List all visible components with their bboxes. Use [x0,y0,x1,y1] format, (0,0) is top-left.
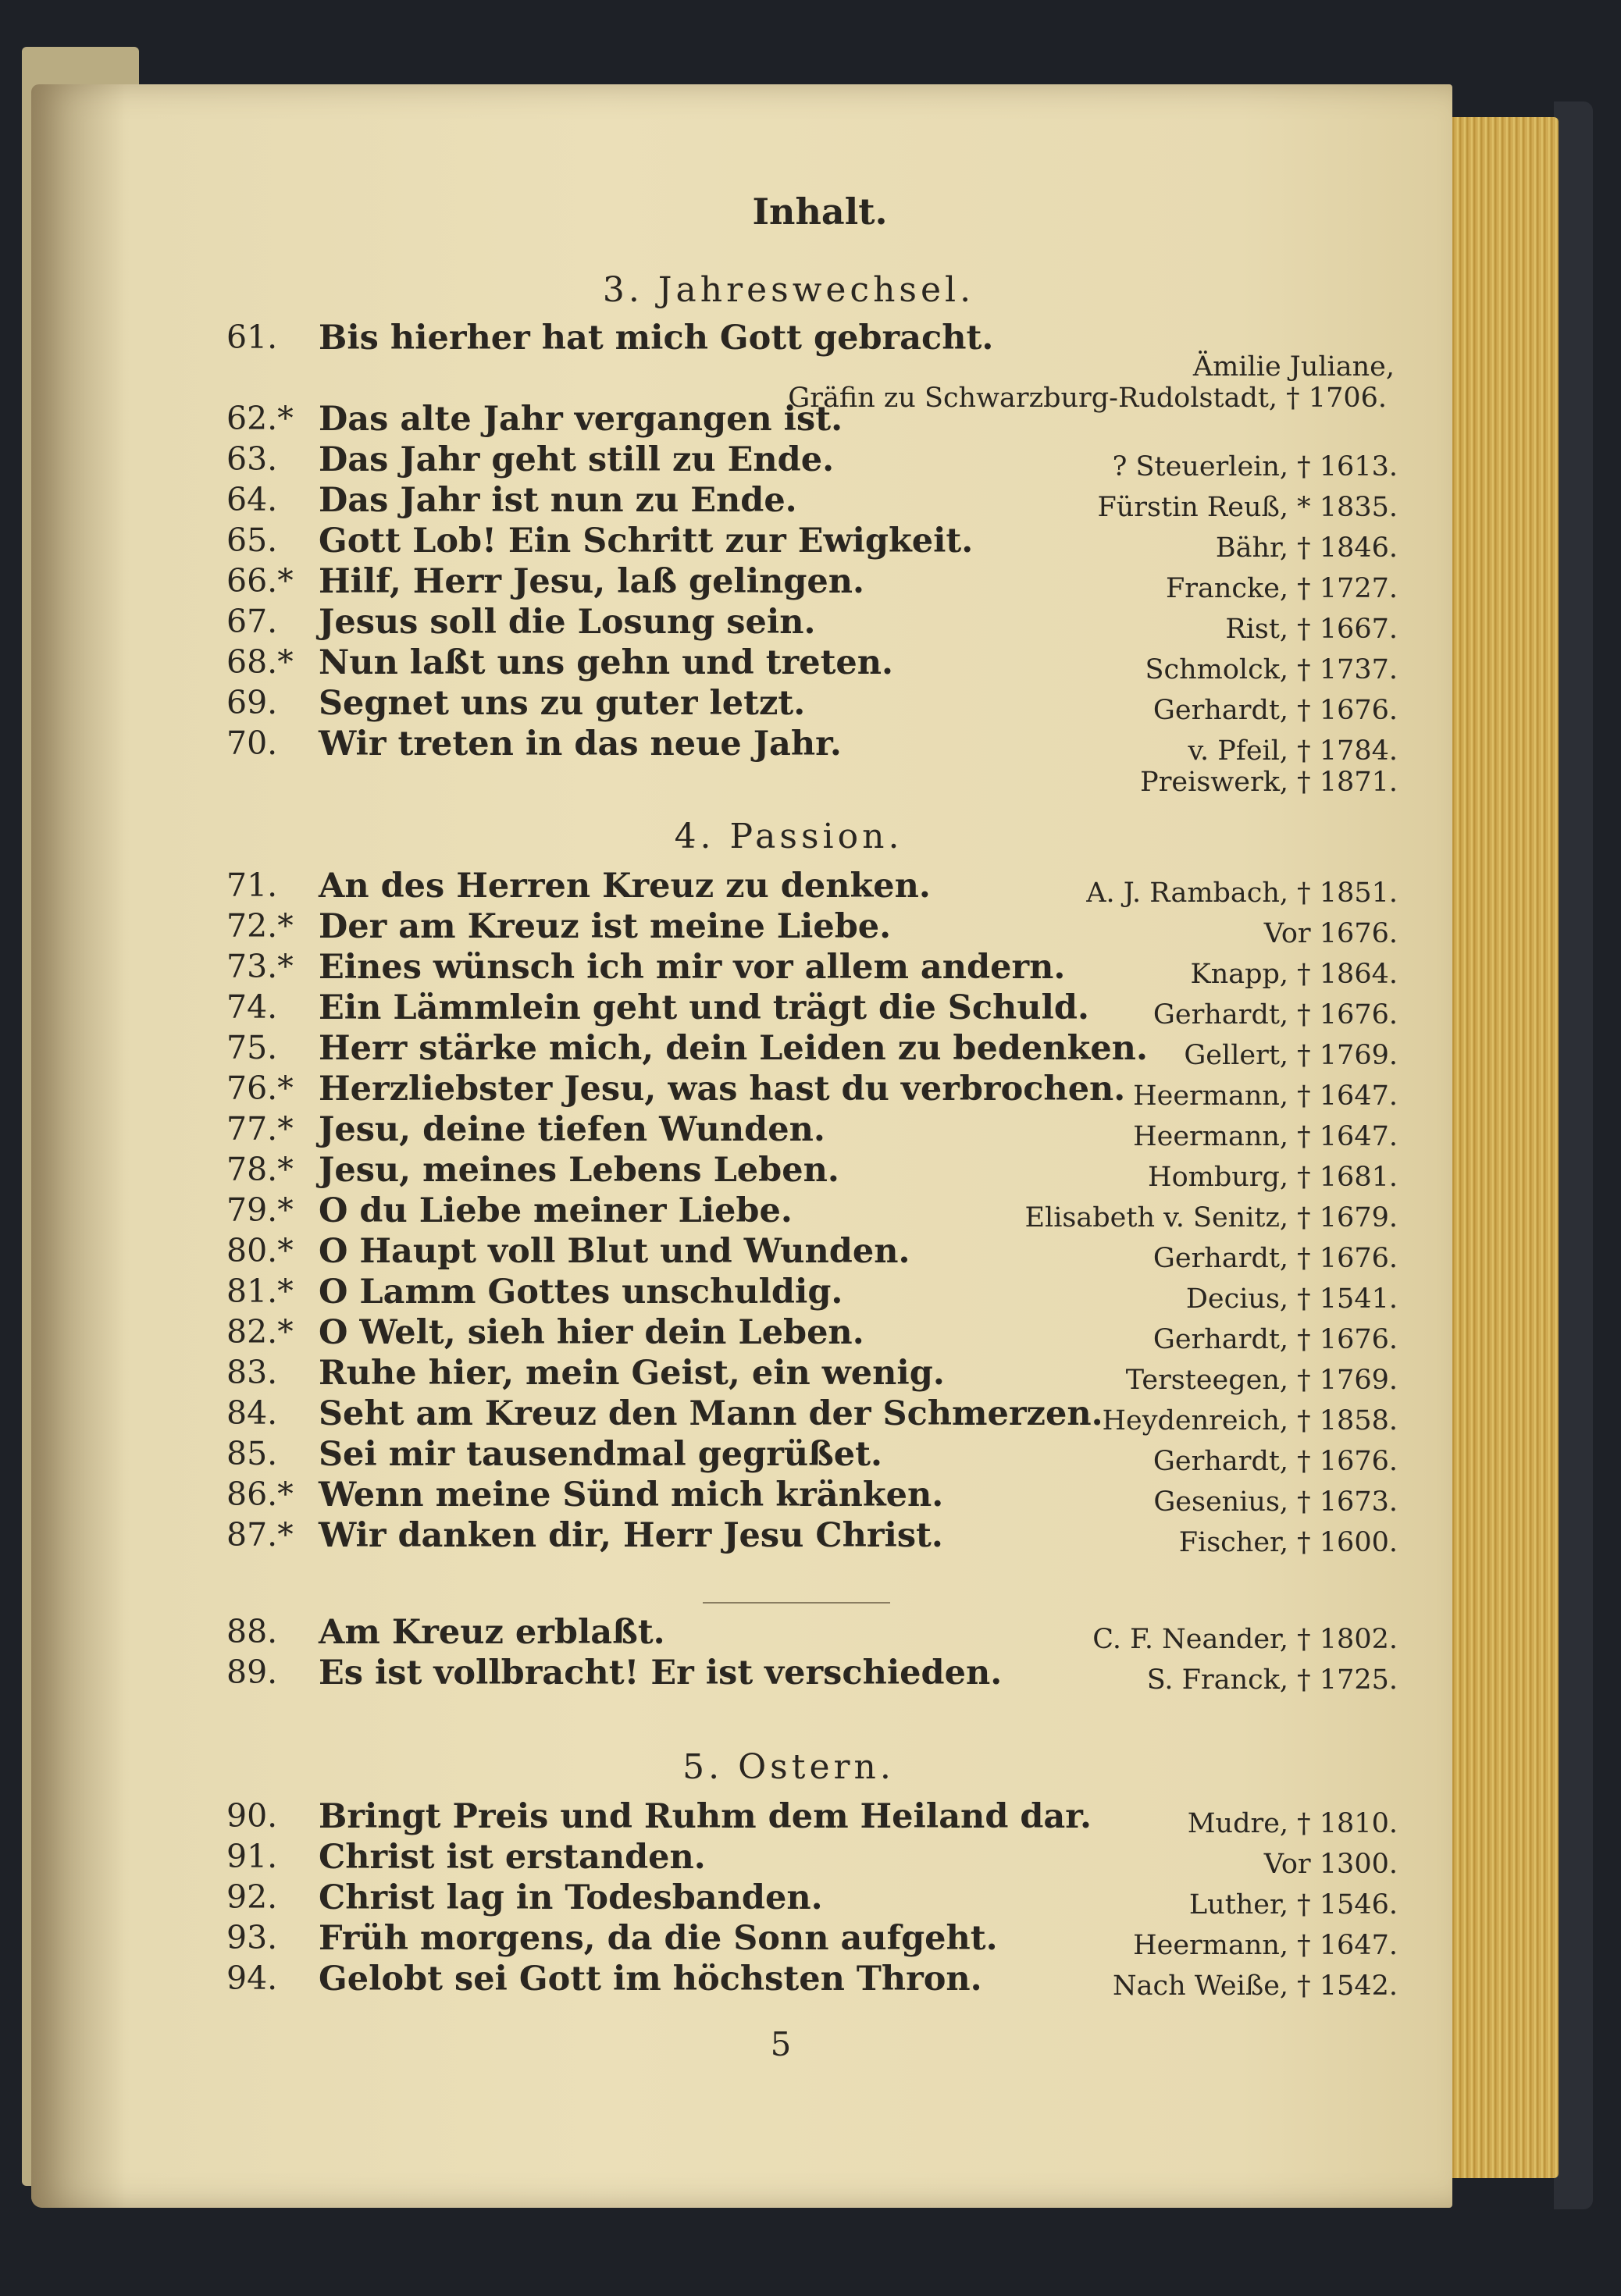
entry-number: 78.* [226,1151,294,1188]
list-item [226,1029,1398,1073]
entry-number: 89. [226,1653,278,1691]
entry-number: 80.* [226,1232,294,1269]
entry-number: 67. [226,603,278,640]
entry-title: O Lamm Gottes unschuldig. [319,1273,843,1312]
entry-number: 68.* [226,643,294,681]
list-item [226,1313,1398,1357]
entry-title: Segnet uns zu guter letzt. [319,684,806,723]
list-item [226,1613,1398,1657]
entry-author: Elisabeth v. Senitz, † 1679. [1024,1202,1398,1233]
entry-title: O Haupt voll Blut und Wunden. [319,1232,910,1271]
list-item [226,1394,1398,1438]
author-note-line2: Gräfin zu Schwarzburg-Rudolstadt, † 1706. [788,383,1387,414]
entry-author: Gerhardt, † 1676. [1153,1243,1398,1274]
entry-author: Fischer, † 1600. [1178,1527,1398,1558]
entry-number: 79.* [226,1191,294,1229]
entry-number: 73.* [226,948,294,985]
author-note-line1: Ämilie Juliane, [1192,351,1395,383]
entry-number: 94. [226,1960,278,1997]
entry-number: 90. [226,1797,278,1835]
entry-author: Knapp, † 1864. [1190,959,1398,990]
entry-title: Jesu, meines Lebens Leben. [319,1151,839,1190]
list-item [226,867,1398,910]
entry-author: Tersteegen, † 1769. [1125,1365,1398,1396]
entry-title: Ruhe hier, mein Geist, ein wenig. [319,1354,945,1393]
entry-author: Homburg, † 1681. [1148,1162,1398,1193]
list-item [226,907,1398,951]
entry-number: 74. [226,988,278,1026]
entry-number: 85. [226,1435,278,1472]
list-item [226,1151,1398,1194]
section-heading: 5. Ostern. [682,1747,895,1787]
list-item [226,988,1398,1032]
entry-author: Vor 1676. [1263,918,1398,949]
list-item [226,521,1398,565]
entry-number: 72.* [226,907,294,945]
entry-title: Früh morgens, da die Sonn aufgeht. [319,1919,998,1958]
entry-author: S. Franck, † 1725. [1146,1664,1398,1696]
page-number: 5 [770,2025,792,2063]
entry-title: Jesu, deine tiefen Wunden. [319,1110,825,1149]
list-item [226,400,1398,443]
entry-author: Heermann, † 1647. [1133,1121,1398,1152]
entry-author: Gerhardt, † 1676. [1153,1446,1398,1477]
entry-number: 65. [226,521,278,559]
entry-author: C. F. Neander, † 1802. [1092,1624,1398,1655]
entry-title: O Welt, sieh hier dein Leben. [319,1313,864,1352]
entry-number: 84. [226,1394,278,1432]
list-item [226,1435,1398,1479]
list-item [226,1354,1398,1397]
entry-number: 87.* [226,1516,294,1554]
entry-author: A. J. Rambach, † 1851. [1086,877,1398,909]
entry-title: Das alte Jahr vergangen ist. [319,400,843,439]
entry-author: Gerhardt, † 1676. [1153,1324,1398,1355]
page-header: Inhalt. [752,190,888,233]
entry-author: v. Pfeil, † 1784. [1188,735,1398,767]
entry-author: Gesenius, † 1673. [1153,1486,1398,1518]
list-item [226,643,1398,687]
entry-title: Der am Kreuz ist meine Liebe. [319,907,892,946]
entry-number: 92. [226,1878,278,1916]
entry-number: 75. [226,1029,278,1066]
entry-title: Christ ist erstanden. [319,1838,706,1877]
entry-author: Gerhardt, † 1676. [1153,695,1398,726]
list-item [226,603,1398,646]
entry-title: Herr stärke mich, dein Leiden zu bedenken. [319,1029,1148,1068]
list-item [226,1191,1398,1235]
entry-number: 81.* [226,1273,294,1310]
list-item [226,440,1398,484]
entry-title: Wir danken dir, Herr Jesu Christ. [319,1516,943,1555]
entry-author: Preiswerk, † 1871. [1140,767,1398,798]
list-item [226,1919,1398,1963]
entry-title: Das Jahr ist nun zu Ende. [319,481,797,520]
entry-author: Fürstin Reuß, * 1835. [1097,492,1398,523]
entry-title: Das Jahr geht still zu Ende. [319,440,835,479]
entry-title: Es ist vollbracht! Er ist verschieden. [319,1653,1003,1693]
list-item [226,948,1398,991]
entry-number: 76.* [226,1070,294,1107]
section-heading: 3. Jahreswechsel. [602,270,975,310]
list-item [226,1070,1398,1113]
entry-title: Seht am Kreuz den Mann der Schmerzen. [319,1394,1103,1433]
entry-author: Heermann, † 1647. [1133,1930,1398,1961]
list-item [226,562,1398,606]
entry-number: 64. [226,481,278,518]
entry-author: Mudre, † 1810. [1187,1808,1398,1839]
list-item [226,1475,1398,1519]
entry-title: Eines wünsch ich mir vor allem andern. [319,948,1066,987]
entry-number: 63. [226,440,278,478]
entry-number: 70. [226,724,278,762]
entry-author: Decius, † 1541. [1185,1283,1398,1315]
entry-author: Heermann, † 1647. [1133,1080,1398,1112]
entry-title: Bis hierher hat mich Gott gebracht. [319,319,994,358]
entry-title: Wenn meine Sünd mich kränken. [319,1475,944,1515]
list-item [226,1838,1398,1881]
entry-number: 62.* [226,400,294,437]
entry-number: 91. [226,1838,278,1875]
list-item [226,1110,1398,1154]
entry-author: ? Steuerlein, † 1613. [1112,451,1398,482]
entry-title: Jesus soll die Losung sein. [319,603,816,642]
entry-number: 86.* [226,1475,294,1513]
entry-number: 82.* [226,1313,294,1351]
entry-author: Gerhardt, † 1676. [1153,999,1398,1031]
list-item [226,756,1398,799]
entry-title: Bringt Preis und Ruhm dem Heiland dar. [319,1797,1092,1836]
entry-author: Nach Weiße, † 1542. [1113,1970,1398,2002]
entry-author: Francke, † 1727. [1165,573,1398,604]
entry-number: 88. [226,1613,278,1650]
section-heading: 4. Passion. [674,817,903,856]
entry-number: 83. [226,1354,278,1391]
entry-author: Schmolck, † 1737. [1145,654,1398,685]
list-item [226,684,1398,728]
entry-title: Gelobt sei Gott im höchsten Thron. [319,1960,982,1999]
divider [703,1602,890,1604]
entry-title: Ein Lämmlein geht und trägt die Schuld. [319,988,1089,1027]
list-item [226,1653,1398,1697]
entry-title: Hilf, Herr Jesu, laß gelingen. [319,562,865,601]
entry-title: Herzliebster Jesu, was hast du verbrochen. [319,1070,1126,1109]
entry-title: O du Liebe meiner Liebe. [319,1191,793,1230]
entry-author: Vor 1300. [1263,1849,1398,1880]
entry-title: Nun laßt uns gehn und treten. [319,643,894,682]
entry-author: Luther, † 1546. [1188,1889,1398,1920]
list-item [226,481,1398,525]
list-item [226,1878,1398,1922]
list-item [226,1273,1398,1316]
entry-number: 69. [226,684,278,721]
list-item [226,1960,1398,2003]
entry-number: 71. [226,867,278,904]
entry-number: 66.* [226,562,294,600]
entry-title: Sei mir tausendmal gegrüßet. [319,1435,882,1474]
entry-number: 93. [226,1919,278,1956]
entry-author: Heydenreich, † 1858. [1102,1405,1398,1436]
entry-number: 61. [226,319,278,356]
list-item [226,319,1398,362]
entry-title: Gott Lob! Ein Schritt zur Ewigkeit. [319,521,974,561]
entry-author: Bähr, † 1846. [1215,532,1398,564]
entry-author: Gellert, † 1769. [1184,1040,1398,1071]
entry-title: Wir treten in das neue Jahr. [319,724,842,764]
entry-title: Am Kreuz erblaßt. [319,1613,665,1652]
entry-title: An des Herren Kreuz zu denken. [319,867,931,906]
entry-number: 77.* [226,1110,294,1148]
entry-title: Christ lag in Todesbanden. [319,1878,823,1917]
list-item [226,1797,1398,1841]
list-item [226,1232,1398,1276]
list-item [226,1516,1398,1560]
entry-author: Rist, † 1667. [1225,614,1398,645]
